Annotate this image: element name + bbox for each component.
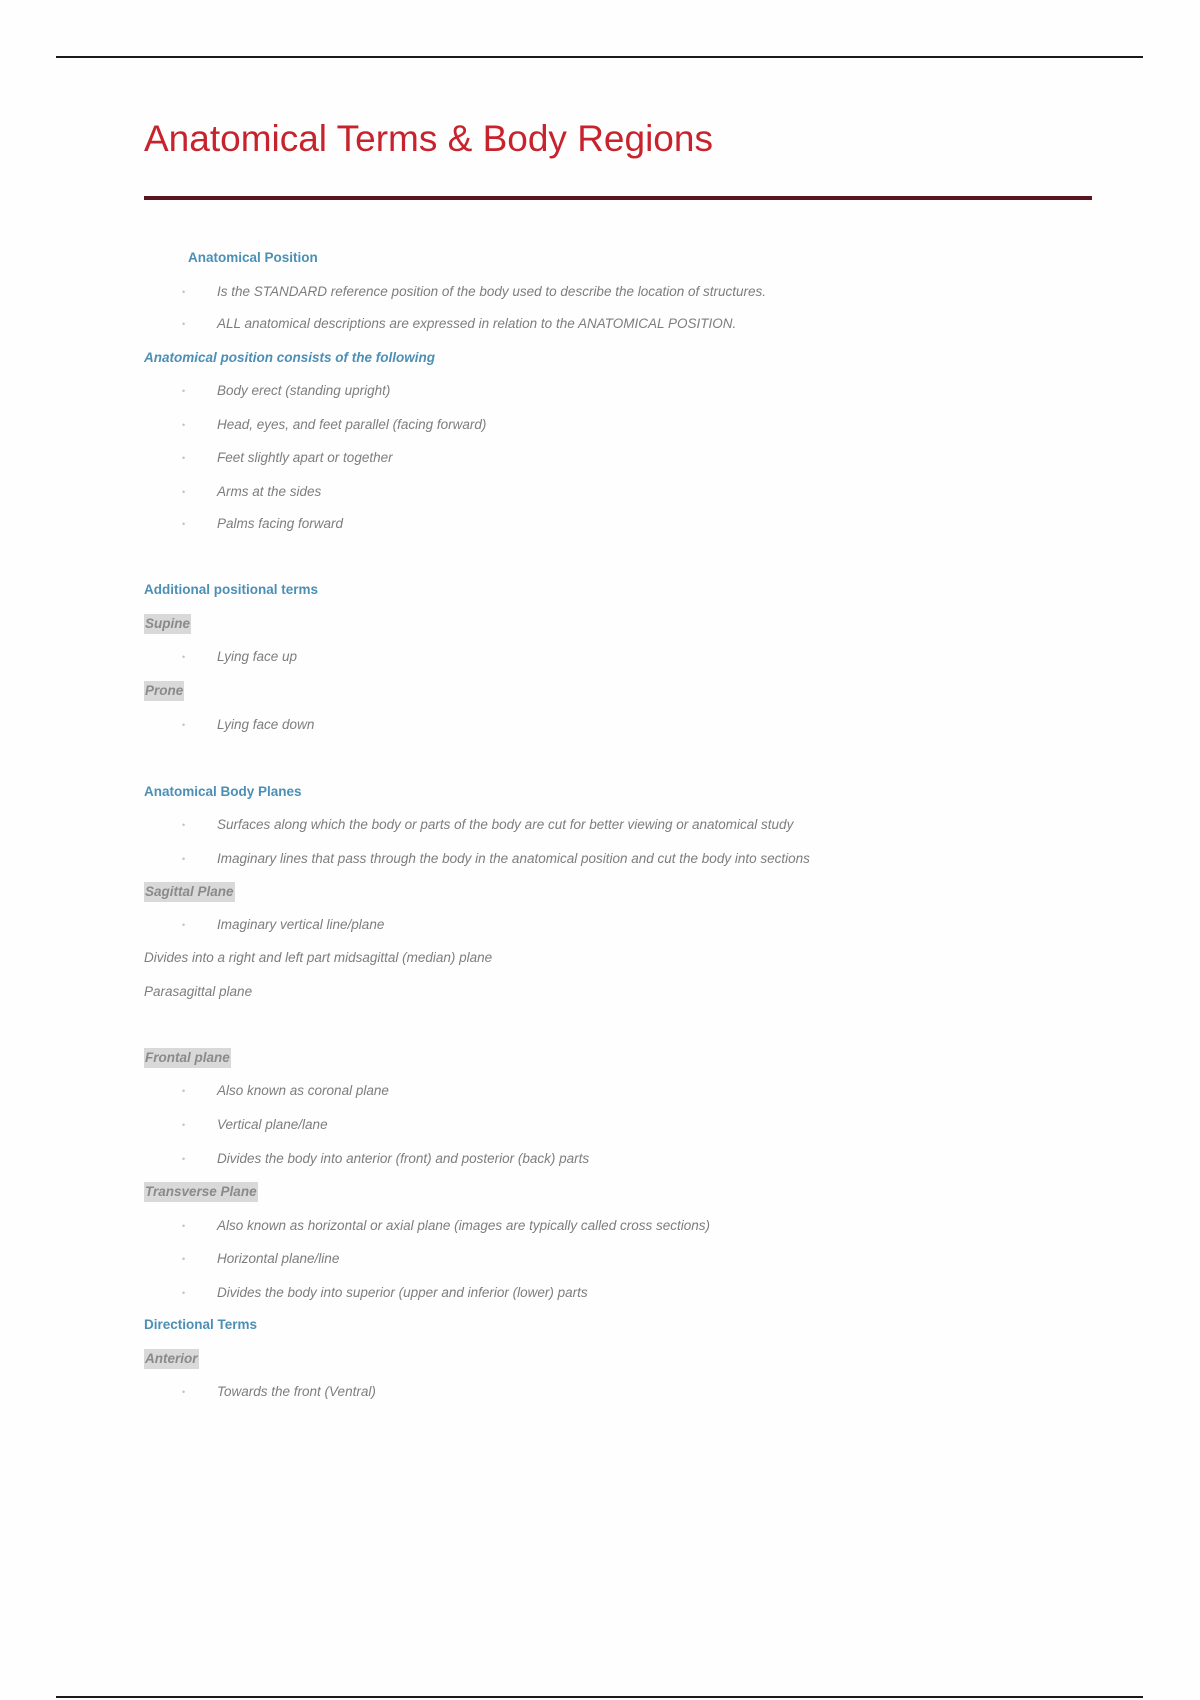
page-bottom-rule bbox=[56, 1696, 1143, 1698]
term-transverse-plane: Transverse Plane bbox=[144, 1182, 258, 1202]
list-item: Also known as coronal plane bbox=[217, 1083, 389, 1098]
term-supine: Supine bbox=[144, 614, 191, 634]
bullet-icon: • bbox=[182, 1154, 186, 1164]
bullet-icon: • bbox=[182, 519, 186, 529]
list-item: Divides the body into superior (upper and inferior (lower) parts bbox=[217, 1285, 588, 1300]
term-anterior: Anterior bbox=[144, 1349, 199, 1369]
term-prone: Prone bbox=[144, 681, 184, 701]
list-item: Is the STANDARD reference position of the body used to describe the location of structures. bbox=[217, 284, 767, 299]
bullet-icon: • bbox=[182, 1120, 186, 1130]
bullet-icon: • bbox=[182, 319, 186, 329]
section-heading-anatomical-position: Anatomical Position bbox=[188, 250, 318, 265]
page-top-rule bbox=[56, 56, 1143, 58]
bullet-icon: • bbox=[182, 854, 186, 864]
bullet-icon: • bbox=[182, 386, 186, 396]
bullet-icon: • bbox=[182, 1288, 186, 1298]
term-frontal-plane: Frontal plane bbox=[144, 1048, 231, 1068]
body-text: Divides into a right and left part midsagittal (median) plane bbox=[144, 950, 493, 965]
section-heading-consists: Anatomical position consists of the following bbox=[144, 350, 436, 365]
term-sagittal-plane: Sagittal Plane bbox=[144, 882, 235, 902]
list-item: Body erect (standing upright) bbox=[217, 383, 391, 398]
bullet-icon: • bbox=[182, 652, 186, 662]
bullet-icon: • bbox=[182, 1086, 186, 1096]
list-item: ALL anatomical descriptions are expressed in relation to the ANATOMICAL POSITION. bbox=[217, 316, 737, 331]
section-heading-planes: Anatomical Body Planes bbox=[144, 784, 302, 799]
list-item: Imaginary lines that pass through the body in the anatomical position and cut the body into sections bbox=[217, 851, 810, 866]
list-item: Lying face down bbox=[217, 717, 315, 732]
document-title: Anatomical Terms & Body Regions bbox=[144, 118, 713, 159]
list-item: Surfaces along which the body or parts of the body are cut for better viewing or anatomical study bbox=[217, 817, 794, 832]
title-underline bbox=[144, 196, 1092, 200]
section-heading-directional: Directional Terms bbox=[144, 1317, 258, 1332]
section-heading-additional: Additional positional terms bbox=[144, 582, 319, 597]
list-item: Divides the body into anterior (front) and posterior (back) parts bbox=[217, 1151, 590, 1166]
list-item: Vertical plane/lane bbox=[217, 1117, 328, 1132]
bullet-icon: • bbox=[182, 1254, 186, 1264]
list-item: Head, eyes, and feet parallel (facing forward) bbox=[217, 417, 487, 432]
bullet-icon: • bbox=[182, 287, 186, 297]
list-item: Horizontal plane/line bbox=[217, 1251, 340, 1266]
list-item: Towards the front (Ventral) bbox=[217, 1384, 376, 1399]
bullet-icon: • bbox=[182, 453, 186, 463]
bullet-icon: • bbox=[182, 920, 186, 930]
list-item: Arms at the sides bbox=[217, 484, 322, 499]
list-item: Also known as horizontal or axial plane (images are typically called cross sections) bbox=[217, 1218, 710, 1233]
bullet-icon: • bbox=[182, 1221, 186, 1231]
body-text: Parasagittal plane bbox=[144, 984, 253, 999]
list-item: Palms facing forward bbox=[217, 516, 344, 531]
list-item: Imaginary vertical line/plane bbox=[217, 917, 385, 932]
list-item: Lying face up bbox=[217, 649, 298, 664]
bullet-icon: • bbox=[182, 720, 186, 730]
list-item: Feet slightly apart or together bbox=[217, 450, 393, 465]
bullet-icon: • bbox=[182, 487, 186, 497]
bullet-icon: • bbox=[182, 1387, 186, 1397]
bullet-icon: • bbox=[182, 820, 186, 830]
bullet-icon: • bbox=[182, 420, 186, 430]
